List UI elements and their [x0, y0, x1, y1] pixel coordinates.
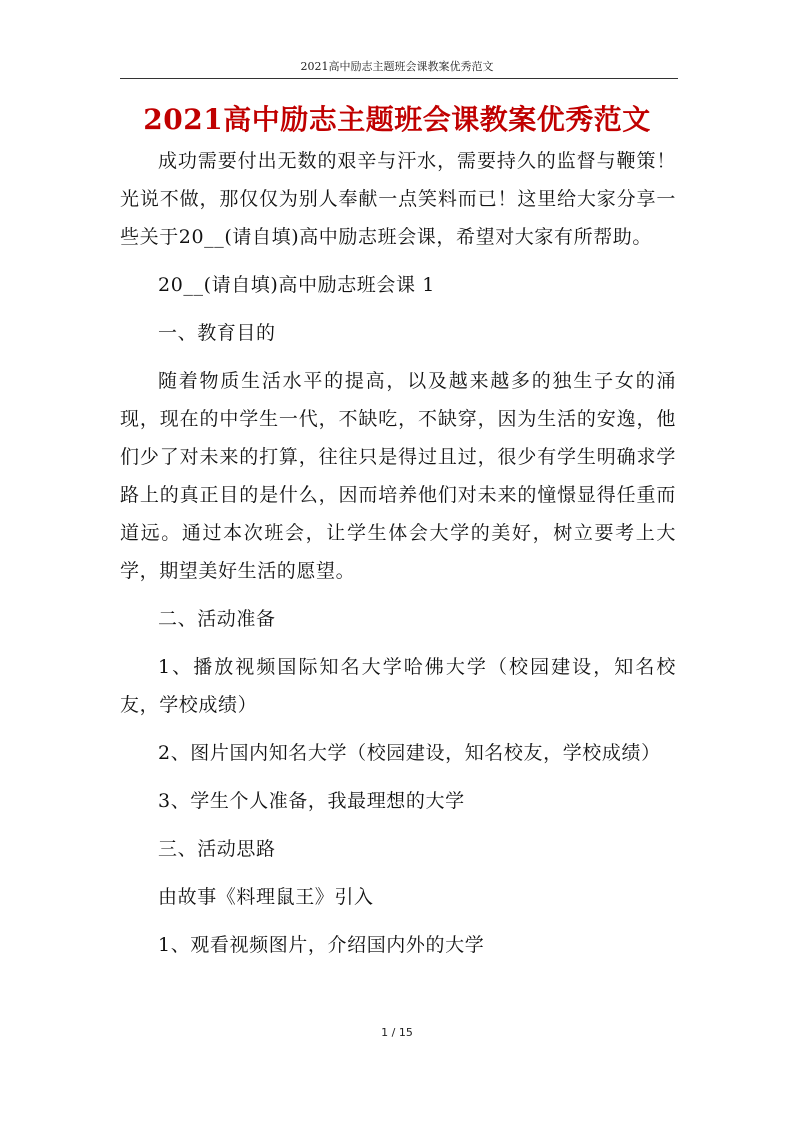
page-number: 1 / 15 [381, 1026, 413, 1039]
preparation-item-2: 2、图片国内知名大学（校园建设，知名校友，学校成绩） [158, 742, 661, 764]
document-body [120, 142, 676, 964]
education-goal-paragraph: 随着物质生活水平的提高，以及越来越多的独生子女的涌现，现在的中学生一代，不缺吃，不缺穿，因为生活的安逸，他们少了对未来的打算，往往只是得过且过，很少有学生明确求学路上的真正目的是什么，因而培养他们对未来的憧憬显得任重而道远。通过本次班会，让学生体会大学的美好，树立要考上大学，期望美好生活的愿望。 [120, 370, 676, 582]
heading-activity-approach: 三、活动思路 [158, 838, 276, 860]
preparation-item-1: 1、播放视频国际知名大学哈佛大学（校园建设，知名校友，学校成绩） [120, 656, 676, 716]
intro-paragraph: 成功需要付出无数的艰辛与汗水，需要持久的监督与鞭策！光说不做，那仅仅为别人奉献一点笑料而已！这里给大家分享一些关于20__(请自填)高中励志班会课，希望对大家有所帮助。 [120, 150, 676, 248]
heading-activity-preparation: 二、活动准备 [158, 608, 276, 630]
preparation-item-3: 3、学生个人准备，我最理想的大学 [158, 790, 465, 812]
header-divider [120, 78, 678, 79]
approach-item-1: 1、观看视频图片，介绍国内外的大学 [158, 934, 485, 956]
heading-education-goal: 一、教育目的 [158, 322, 276, 344]
document-title: 2021高中励志主题班会课教案优秀范文 [143, 103, 651, 136]
approach-intro: 由故事《料理鼠王》引入 [158, 886, 374, 908]
running-header: 2021高中励志主题班会课教案优秀范文 [300, 60, 494, 73]
section-title: 20__(请自填)高中励志班会课 1 [158, 274, 435, 296]
